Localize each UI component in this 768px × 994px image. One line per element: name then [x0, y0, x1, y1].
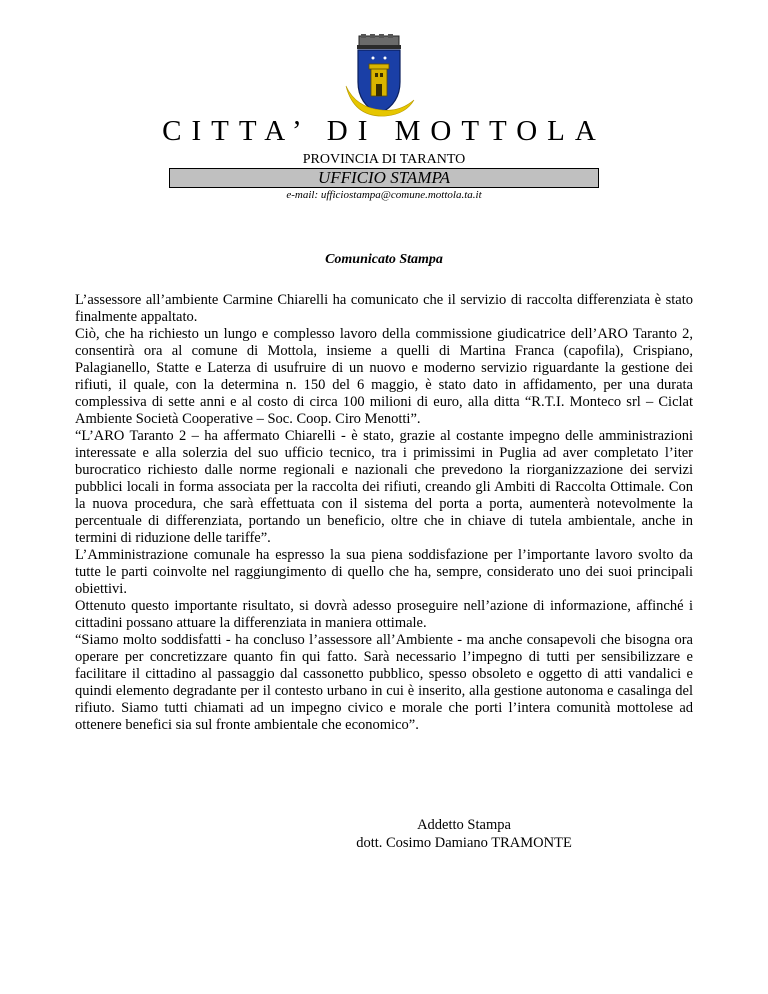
- coat-of-arms-icon: [340, 34, 418, 120]
- signature-block: [314, 816, 614, 852]
- document-title: Comunicato Stampa: [325, 252, 443, 267]
- body-paragraph: Ciò, che ha richiesto un lungo e complesso lavoro della commissione giudicatrice dell’ARO Taranto 2, consentirà ora al comune di Mottola, insieme a quelli di Martina Franca (capofila), Crispiano, Palagianello, Statte e Laterza di usufruire di un nuovo e moderno servizio riguardante la gestione dei rifiuti, il quale, con la determina n. 150 del 6 maggio, è stato dato in affidamento, per una durata complessiva di sette anni e al costo di circa 100 milioni di euro, alla ditta “R.T.I. Monteco srl – Ciclat Ambiente Società Cooperative – Soc. Coop. Ciro Menotti”.: [75, 326, 693, 427]
- body-paragraph: “Siamo molto soddisfatti - ha concluso l’assessore all’Ambiente - ma anche consapevoli che bisogna ora operare per concretizzare quanto fin qui fatto. Sarà necessario l’impegno di tutti per sensibilizzare e facilitare il cittadino al passaggio dal cassonetto pubblico, spesso obsoleto e oggetto di atti vandalici e quindi elemento degradante per il contesto urbano in cui è inserito, alla gestione autonoma e casalinga del rifiuto. Siamo tutti chiamati ad un impegno civico e morale che porti l’intera comunità mottolese ad ottenere benefici sia sul fronte ambientale che economico”.: [75, 632, 693, 733]
- office-banner: UFFICIO STAMPA: [169, 168, 599, 188]
- body-paragraph: L’assessore all’ambiente Carmine Chiarelli ha comunicato che il servizio di raccolta differenziata è stato finalmente appaltato.: [75, 292, 693, 325]
- province-name: PROVINCIA DI TARANTO: [302, 152, 466, 167]
- body-paragraph: L’Amministrazione comunale ha espresso la sua piena soddisfazione per l’importante lavoro svolto da tutte le parti coinvolte nel raggiungimento di quello che ha, sempre, considerato uno dei suoi principali obiettivi.: [75, 547, 693, 597]
- body-paragraph: “L’ARO Taranto 2 – ha affermato Chiarelli - è stato, grazie al costante impegno delle amministrazioni interessate e alla solerzia del suo ufficio tecnico, tra i primissimi in Puglia ad aver completato l’iter burocratico richiesto dalle norme regionali e nazionali che prevedono la riorganizzazione dei servizi pubblici locali in forma associata per la raccolta dei rifiuti, creando gli Ambiti di Raccolta Ottimale. Con la nuova procedura, che sarà effettuata con il sistema del porta a porta, aumenterà notevolmente la percentuale di differenziata, portando un beneficio, oltre che in chiave di tutela ambientale, anche in termini di riduzione delle tariffe”.: [75, 428, 693, 546]
- press-release-body: [75, 292, 693, 734]
- body-paragraph: Ottenuto questo importante risultato, si dovrà adesso proseguire nell’azione di informazione, affinché i cittadini possano attuare la differenziata in maniera ottimale.: [75, 598, 693, 631]
- office-email: e-mail: ufficiostampa@comune.mottola.ta.it: [286, 189, 482, 201]
- signature-role: Addetto Stampa: [417, 817, 511, 833]
- city-title: CITTA’ DI MOTTOLA: [162, 115, 606, 147]
- signature-name: dott. Cosimo Damiano TRAMONTE: [356, 835, 572, 851]
